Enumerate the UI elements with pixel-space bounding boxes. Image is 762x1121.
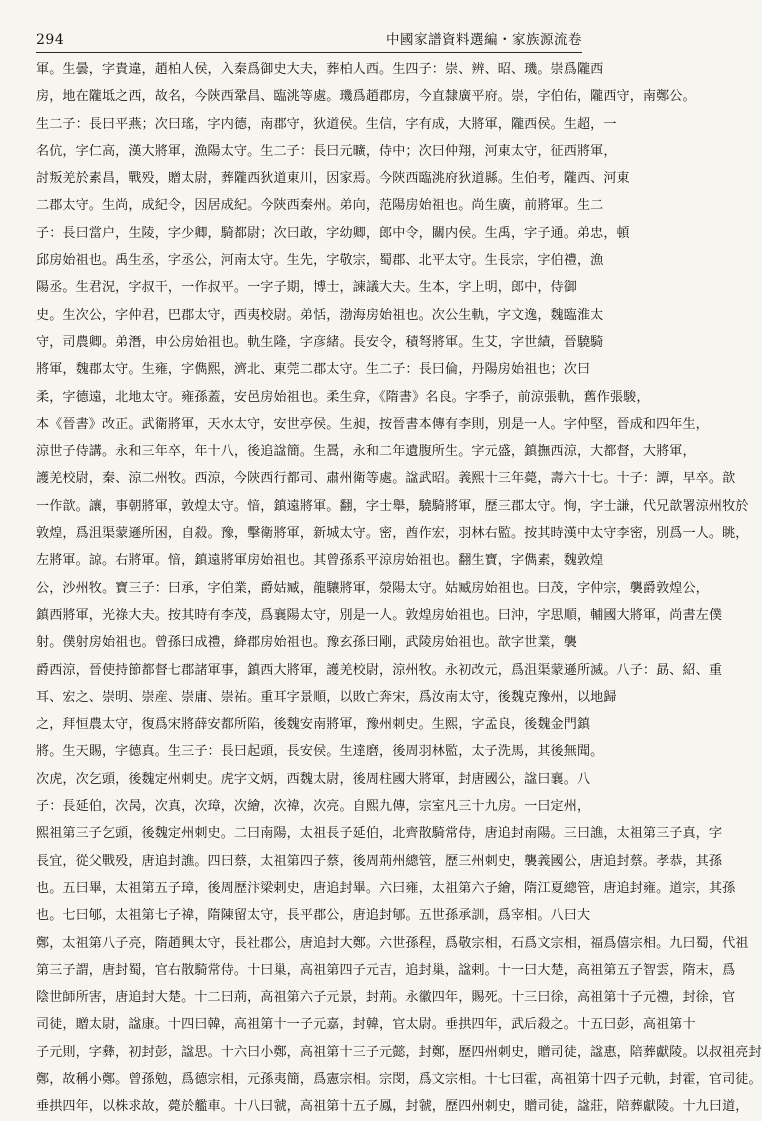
text-line: 之，拜恒農太守，復爲宋將薛安都所陷，後魏安南將軍，豫州刺史。生熙，字孟良，後魏金門鎮 (36, 717, 591, 733)
text-line: 生二子：長曰平燕；次曰瑤，字内德，南郡守，狄道侯。生信，字有成，大將軍，隴西侯。生超，一 (36, 116, 617, 132)
book-title: 中國家譜資料選編・家族源流卷 (386, 32, 582, 48)
text-line: 守，司農卿。弟潛，申公房始祖也。軌生隆，字彦緒。長安令，積弩將軍。生艾，字世績，晉驍騎 (36, 334, 604, 350)
text-line: 將軍，魏郡太守。生雍，字儁熙，濟北、東莞二郡太守。生二子：長曰倫，丹陽房始祖也；次曰 (36, 362, 591, 378)
text-line: 鎮西將軍，光祿大夫。按其時有李茂，爲襄陽太守，別是一人。敦煌房始祖也。曰沖，字思順，輔國大將軍，尚書左僕 (36, 607, 723, 623)
text-line: 護羌校尉，秦、涼二州牧。西涼，今陝西行都司、肅州衛等處。諡武昭。義熙十三年薨，壽六十七。十子：譚，早卒。歆 (36, 471, 736, 487)
text-line: 本《晉書》改正。武衛將軍，天水太守，安世亭侯。生昶，按晉書本傳有李則，別是一人。字仲堅，晉成和四年生， (36, 416, 709, 432)
text-line: 房，地在隴坻之西，故名，今陝西鞏昌、臨洮等處。璣爲趙郡房，今直隸廣平府。崇，字伯佑，隴西守，南鄭公。 (36, 89, 696, 105)
text-line: 子：長曰當户，生陵，字少卿，騎都尉；次曰敢，字幼卿，郎中令，關内侯。生禹，字子通。弟忠，頓 (36, 225, 630, 241)
text-line: 熙祖第三子乞頭，後魏定州刺史。二曰南陽，太祖長子延伯，北齊散騎常侍，唐追封南陽。三曰譙，太祖第三子真，字 (36, 826, 723, 842)
text-line: 名伉，字仁高，漢大將軍，漁陽太守。生二子：長曰元曠，侍中；次曰仲翔，河東太守，征西將軍， (36, 143, 617, 159)
text-line: 陽丞。生君況，字叔干，一作叔平。一字子期，博士，諫議大夫。生本，字上明，郎中，侍御 (36, 280, 577, 296)
text-line: 長宜，從父戰殁，唐追封譙。四曰蔡，太祖第四子蔡，後周荊州總管，歷三州刺史，襲義國公，唐追封蔡。孝恭，其孫 (36, 853, 723, 869)
text-line: 垂拱四年，以株求故，薨於艦車。十八曰虢，高祖第十五子鳳，封虢，歷四州刺史，贈司徒，諡莊，陪葬獻陵。十九曰道， (36, 1099, 749, 1115)
page-body (36, 56, 762, 1115)
page-number: 294 (36, 32, 65, 48)
text-line: 耳、宏之、崇明、崇産、崇庸、崇祐。重耳字景順，以敗亡奔宋，爲汝南太守，後魏克豫州，以地歸 (36, 689, 617, 705)
text-line: 涼世子侍講。永和三年卒，年十八，後追諡簡。生暠，永和二年遺腹所生。字元盛，鎮撫西涼，大都督，大將軍， (36, 444, 696, 460)
text-line: 左將軍。諒。右將軍。愔，鎮遠將軍房始祖也。其曾孫系平涼房始祖也。翻生寶，字儁素，魏敦煌 (36, 553, 604, 569)
text-line: 將。生天賜，字德真。生三子：長曰起頭，長安侯。生達磨，後周羽林監，太子洗馬，其後無聞。 (36, 744, 604, 760)
text-line: 公，沙州牧。寶三子：曰承，字伯業，爵姑臧，龍驤將軍，滎陽太守。姑臧房始祖也。曰茂，字仲宗，襲爵敦煌公， (36, 580, 709, 596)
text-line: 敦煌，爲沮渠蒙遜所困，自殺。豫，擊衛將軍，新城太守。密，酋作宏，羽林右監。按其時漢中太守李密，別爲一人。眺， (36, 526, 749, 542)
text-line: 史。生次公，字仲君，巴郡太守，西夷校尉。弟恬，渤海房始祖也。次公生軌，字文逸，魏臨淮太 (36, 307, 604, 323)
text-line: 陰世師所害，唐追封大楚。十二曰荊，高祖第六子元景，封荊。永徽四年，賜死。十三曰徐，高祖第十子元禮，封徐，官 (36, 990, 736, 1006)
text-line: 一作歆。讓，事朝將軍，敦煌太守。愔，鎮遠將軍。翻，字士舉，驍騎將軍，歷三郡太守。恂，字士謙，代兄歆署涼州牧於 (36, 498, 749, 514)
text-line: 爵西涼，晉使持節都督七郡諸軍事，鎮西大將軍，護羌校尉，涼州牧。永初改元，爲沮渠蒙遜所滅。八子：勗、紹、重 (36, 662, 723, 678)
text-line: 射。僕射房始祖也。曾孫曰成禮，絳郡房始祖也。豫玄孫曰剛，武陵房始祖也。歆字世業，襲 (36, 635, 577, 651)
text-line: 柔，字德遠，北地太守。雍孫蓋，安邑房始祖也。柔生弇，《隋書》名良。字季子，前涼張軌，舊作張駿， (36, 389, 650, 405)
text-line: 也。七曰郇，太祖第七子禕，隋陳留太守，長平郡公，唐追封郇。五世孫承訓，爲宰相。八曰大 (36, 908, 591, 924)
text-line: 軍。生曇，字貴違，趙柏人侯，入秦爲御史大夫，葬柏人西。生四子：崇、辨、昭、璣。崇爲隴西 (36, 62, 604, 77)
text-line: 子：長延伯，次昺，次真，次璋，次繪，次禕，次亮。自熙九傳，宗室凡三十九房。一曰定州， (36, 799, 591, 815)
text-line: 邱房始祖也。禹生丞，字丞公，河南太守。生先，字敬宗，蜀郡、北平太守。生長宗，字伯禮，漁 (36, 253, 604, 269)
text-line: 次虎，次乞頭，後魏定州刺史。虎字文炳，西魏太尉，後周柱國大將軍，封唐國公，諡曰襄。八 (36, 771, 591, 787)
text-line: 也。五曰畢，太祖第五子璋，後周歷汴梁剌史，唐追封畢。六曰雍，太祖第六子繪，隋江夏總管，唐追封雍。道宗，其孫 (36, 880, 736, 896)
page-header (36, 26, 582, 53)
text-line: 第三子謂，唐封蜀，官右散騎常侍。十曰巢，高祖第四子元吉，追封巢，諡剌。十一曰大楚，高祖第五子智雲，隋末，爲 (36, 962, 736, 978)
text-line: 鄭，故稱小鄭。曾孫勉，爲德宗相，元孫夷簡，爲憲宗相。宗閔，爲文宗相。十七曰霍，高祖第十四子元軌，封霍，官司徒。 (36, 1071, 762, 1087)
text-line: 子元則，字彝，初封彭，諡思。十六曰小鄭，高祖第十三子元懿，封鄭，歷四州刺史，贈司徒，諡惠，陪葬獻陵。以叔祖亮封 (36, 1044, 762, 1060)
text-line: 二郡太守。生尚，成紀令，因居成紀。今陝西秦州。弟向，范陽房始祖也。尚生廣，前將軍。生二 (36, 198, 604, 214)
text-line: 鄭，太祖第八子亮，隋趙興太守，長社郡公，唐追封大鄭。六世孫程，爲敬宗相，石爲文宗相，福爲僖宗相。九曰蜀，代祖 (36, 935, 749, 951)
text-line: 司徒，贈太尉，諡康。十四曰韓，高祖第十一子元嘉，封韓，官太尉。垂拱四年，武后殺之。十五曰彭，高祖第十 (36, 1017, 696, 1033)
text-line: 討叛羌於素昌，戰殁，贈太尉，葬隴西狄道東川，因家焉。今陝西臨洮府狄道縣。生伯考，隴西、河東 (36, 171, 630, 187)
